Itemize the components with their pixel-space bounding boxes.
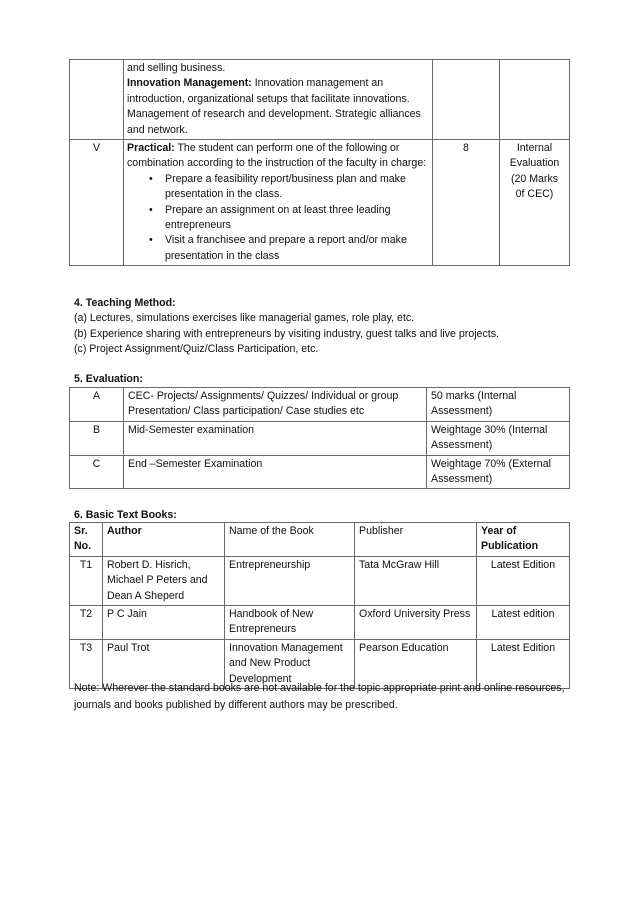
table-row — [70, 455, 570, 489]
book-year: Latest Edition — [477, 556, 570, 605]
book-sr: T1 — [70, 556, 103, 605]
evaluation-table — [69, 387, 570, 489]
list-item: • Prepare an assignment on at least three leading entrepreneurs — [165, 203, 428, 234]
unit-cell — [70, 60, 124, 140]
practical-label: Practical: — [127, 142, 175, 155]
teaching-heading: 4. Teaching Method: — [74, 297, 176, 309]
header-year: Year of Publication — [477, 523, 570, 557]
book-sr: T3 — [70, 639, 103, 688]
eval-desc: End –Semester Examination — [124, 455, 427, 489]
innovation-label: Innovation Management: — [127, 77, 252, 90]
header-book: Name of the Book — [225, 523, 355, 557]
eval-desc: Mid-Semester examination — [124, 421, 427, 455]
eval-weight: Weightage 70% (External Assessment) — [427, 455, 570, 489]
header-publisher: Publisher — [355, 523, 477, 557]
list-item: • Visit a franchisee and prepare a report and/or make presentation in the class — [165, 233, 428, 264]
eval-weight: 50 marks (Internal Assessment) — [427, 388, 570, 422]
table-header-row — [70, 523, 570, 557]
table-row — [70, 421, 570, 455]
book-name: Entrepreneurship — [225, 556, 355, 605]
innovation-paragraph — [127, 76, 428, 138]
book-year: Latest Edition — [477, 639, 570, 688]
header-author: Author — [103, 523, 225, 557]
eval-desc: CEC- Projects/ Assignments/ Quizzes/ Individual or group Presentation/ Class participation/ Case studies etc — [124, 388, 427, 422]
book-name: Handbook of New Entrepreneurs — [225, 606, 355, 640]
unit-number: V — [70, 140, 124, 266]
table-row — [70, 388, 570, 422]
books-heading: 6. Basic Text Books: — [74, 509, 177, 521]
table-row — [70, 60, 570, 140]
eval-id: A — [70, 388, 124, 422]
teaching-section — [74, 296, 574, 358]
book-publisher: Oxford University Press — [355, 606, 477, 640]
table-row — [70, 606, 570, 640]
evaluation-heading: 5. Evaluation: — [74, 373, 143, 385]
book-author: P C Jain — [103, 606, 225, 640]
books-note: Note: Wherever the standard books are not available for the topic appropriate print and online resources, journals and books published by different authors may be prescribed. — [74, 682, 565, 711]
eval-weight: Weightage 30% (Internal Assessment) — [427, 421, 570, 455]
syllabus-table — [69, 59, 570, 266]
content-cell — [124, 60, 433, 140]
teaching-line: (b) Experience sharing with entrepreneurs by visiting industry, guest talks and live projects. — [74, 327, 499, 340]
practical-evaluation: Internal Evaluation (20 Marks 0f CEC) — [500, 140, 570, 266]
practical-hours: 8 — [433, 140, 500, 266]
evaluation-cell — [500, 60, 570, 140]
innovation-text: Innovation management an introduction, organizational setups that facilitate innovations. Management of research and development. Strategic alliances and network. — [127, 77, 421, 136]
list-item: • Prepare a feasibility report/business plan and make presentation in the class. — [165, 172, 428, 203]
book-sr: T2 — [70, 606, 103, 640]
book-year: Latest edition — [477, 606, 570, 640]
books-table — [69, 522, 570, 689]
hours-cell — [433, 60, 500, 140]
practical-list — [127, 172, 428, 264]
book-author: Paul Trot — [103, 639, 225, 688]
header-sr: Sr. No. — [70, 523, 103, 557]
eval-id: C — [70, 455, 124, 489]
book-publisher: Pearson Education — [355, 639, 477, 688]
table-row — [70, 140, 570, 266]
book-author: Robert D. Hisrich, Michael P Peters and Dean A Sheperd — [103, 556, 225, 605]
practical-cell — [124, 140, 433, 266]
practical-text: The student can perform one of the following or combination according to the instruction of the faculty in charge: — [127, 142, 427, 170]
continued-text: and selling business. — [127, 62, 226, 74]
practical-paragraph — [127, 141, 428, 172]
teaching-line: (c) Project Assignment/Quiz/Class Participation, etc. — [74, 343, 319, 356]
table-row — [70, 556, 570, 605]
book-publisher: Tata McGraw Hill — [355, 556, 477, 605]
eval-id: B — [70, 421, 124, 455]
book-name: Innovation Management and New Product Development — [225, 639, 355, 688]
teaching-line: (a) Lectures, simulations exercises like managerial games, role play, etc. — [74, 312, 415, 325]
